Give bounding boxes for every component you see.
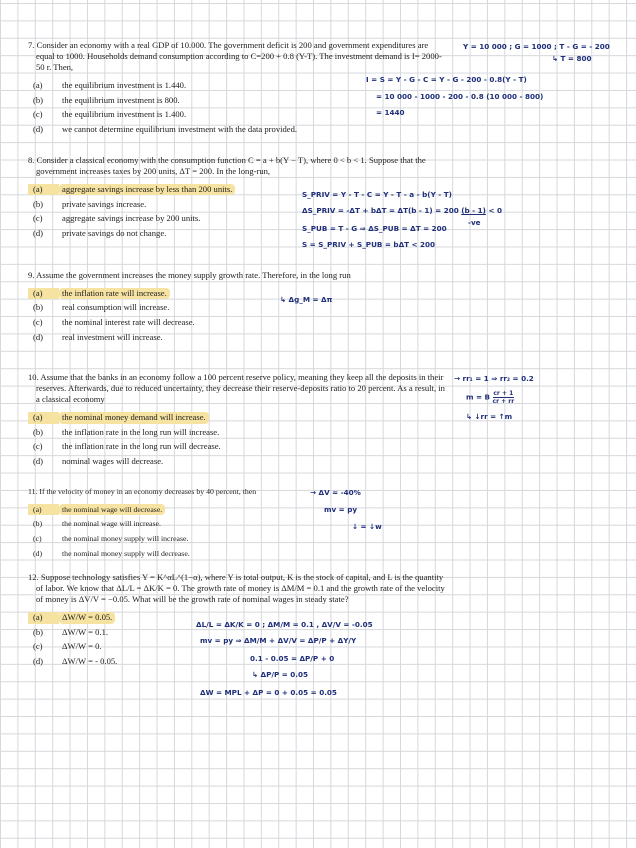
option-text: we cannot determine equilibrium investment with the data provided. (62, 124, 298, 135)
option-label: (a) (28, 184, 59, 195)
option-label: (d) (33, 227, 44, 238)
handwritten-note: ΔL/L = ΔK/K = 0 ; ΔM/M = 0.1 , ΔV/V = -0.05 (196, 620, 373, 629)
fraction-numerator: cr + 1 (493, 390, 514, 397)
option-d (28, 654, 178, 669)
question-11 (28, 486, 448, 561)
option-d (28, 330, 448, 345)
handwritten-note: = 1440 (376, 108, 405, 117)
option-text: the nominal wage will increase. (62, 519, 161, 529)
note-part: < 0 (488, 206, 502, 215)
note-fraction (493, 390, 515, 405)
option-label: (d) (33, 656, 44, 667)
handwritten-note: mv = py ⇒ ΔM/M + ΔV/V = ΔP/P + ΔY/Y (200, 636, 357, 645)
option-label: (b) (33, 519, 43, 529)
option-text: the equilibrium investment is 1.400. (62, 109, 187, 120)
question-stem: 12. Suppose technology satisfies Y = K^αL^(1−α), where Y is total output, K is the stock of capital, and L is the quantity of labor. We know that ΔL/L = ΔK/K = 0. The growth rate of money is ΔM/M = 0.1 and the growth rate of the velocity of money is ΔV/V = −0.05. What will be the growth rate of nominal wages in steady state? (28, 572, 445, 605)
option-text: private savings increase. (62, 198, 147, 209)
option-b (28, 517, 448, 532)
option-text-highlighted: aggregate savings increase by less than 200 units. (59, 184, 235, 195)
option-text-highlighted: the inflation rate will increase. (59, 288, 170, 299)
note-part: m = B (466, 392, 490, 402)
handwritten-note: Y = 10 000 ; G = 1000 ; T - G = - 200 (463, 42, 610, 51)
handwritten-note: ↳ ΔP/P = 0.05 (252, 670, 309, 679)
option-label: (b) (33, 626, 44, 637)
handwritten-note: I = S = Y - G - C = Y - G - 200 - 0.8(Y - T) (366, 75, 527, 84)
option-text: the inflation rate in the long run will decrease. (62, 441, 221, 452)
handwritten-note: ↳ ↓rr = ↑m (466, 412, 513, 421)
question-stem: 11. If the velocity of money in an economy decreases by 40 percent, then (28, 487, 257, 496)
option-text: ΔW/W = - 0.05. (62, 656, 118, 667)
option-text-highlighted: the nominal wage will decrease. (59, 504, 165, 515)
handwritten-note: ↳ Δg_M = Δπ (280, 295, 333, 304)
question-stem: 7. Consider an economy with a real GDP of 10.000. The government deficit is 200 and government expenditures are equal to 1000. Households demand consumption according to C=200 + 0.8 (Y-T). The investment demand is I= 2000-50 r. Then, (28, 40, 442, 73)
option-b (28, 425, 448, 440)
question-stem: 10. Assume that the banks in an economy follow a 100 percent reserve policy, meaning they keep all the deposits in their reserves. Afterwards, due to reduced uncertainty, they decrease their reserve-deposits ratio to 20 percent. As a result, in a classical economy (28, 372, 445, 405)
option-label: (d) (33, 124, 44, 135)
option-text-highlighted: the nominal money demand will increase. (59, 412, 209, 423)
option-text: aggregate savings increase by 200 units. (62, 213, 201, 224)
option-text-highlighted: ΔW/W = 0.05. (59, 612, 115, 623)
option-d (28, 546, 448, 561)
handwritten-note: S_PRIV = Y - T - C = Y - T - a - b(Y - T) (302, 190, 452, 199)
option-d (28, 454, 448, 469)
option-label: (d) (33, 331, 44, 342)
handwritten-note (302, 206, 502, 215)
option-d (28, 122, 448, 137)
option-label: (c) (33, 317, 43, 328)
option-c (28, 531, 448, 546)
option-c (28, 315, 448, 330)
question-9 (28, 270, 448, 345)
option-text: the inflation rate in the long run will increase. (62, 426, 220, 437)
handwritten-note: → ΔV = -40% (310, 488, 361, 497)
option-text: the nominal money supply will increase. (62, 534, 189, 544)
handwritten-note (466, 390, 514, 405)
option-label: (d) (33, 548, 43, 558)
option-c (28, 640, 178, 655)
option-a (28, 286, 448, 301)
option-label: (b) (33, 94, 44, 105)
question-10 (28, 372, 448, 469)
option-text: the equilibrium investment is 1.440. (62, 80, 187, 91)
handwritten-note: ↳ T = 800 (552, 54, 592, 63)
option-label: (c) (33, 213, 43, 224)
question-7 (28, 40, 448, 137)
option-a (28, 502, 448, 517)
option-text: real consumption will increase. (62, 302, 170, 313)
handwritten-note: S = S_PRIV + S_PUB = bΔT < 200 (302, 240, 436, 249)
handwritten-note: S_PUB = T - G ⇒ ΔS_PUB = ΔT = 200 (302, 224, 447, 233)
question-stem: 9. Assume the government increases the money supply growth rate. Therefore, in the long run (28, 270, 351, 280)
option-label: (b) (33, 198, 44, 209)
option-label: (b) (33, 302, 44, 313)
handwritten-note: → rr₁ = 1 ⇒ rr₂ = 0.2 (454, 374, 534, 383)
option-text: private savings do not change. (62, 227, 167, 238)
option-a (28, 411, 448, 426)
option-label: (a) (33, 80, 43, 91)
option-text: ΔW/W = 0.1. (62, 626, 109, 637)
option-label: (b) (33, 426, 44, 437)
option-text: the equilibrium investment is 800. (62, 94, 180, 105)
handwritten-note: = 10 000 - 1000 - 200 - 0.8 (10 000 - 800) (376, 92, 544, 101)
note-part: (b - 1) (461, 206, 486, 215)
option-text: the nominal money supply will decrease. (62, 548, 190, 558)
option-b (28, 301, 448, 316)
option-label: (d) (33, 456, 44, 467)
option-label: (c) (33, 109, 43, 120)
option-label: (c) (33, 534, 42, 544)
option-c (28, 440, 448, 455)
option-text: nominal wages will decrease. (62, 456, 164, 467)
option-text: ΔW/W = 0. (62, 641, 102, 652)
option-label: (c) (33, 441, 43, 452)
handwritten-note: mv = py (324, 505, 358, 514)
option-b (28, 625, 178, 640)
option-label: (a) (28, 612, 59, 623)
fraction-denominator: cr + rr (492, 398, 515, 405)
option-label: (a) (28, 504, 59, 515)
note-part: ΔS_PRIV = -ΔT + bΔT = ΔT(b - 1) = 200 (302, 206, 459, 215)
option-label: (a) (28, 288, 59, 299)
option-label: (c) (33, 641, 43, 652)
handwritten-note: ΔW = MPL + ΔP = 0 + 0.05 = 0.05 (200, 688, 337, 697)
handwritten-note: -ve (468, 218, 481, 227)
option-text: real investment will increase. (62, 331, 163, 342)
handwritten-note: ↓ = ↓w (352, 522, 382, 531)
question-stem: 8. Consider a classical economy with the consumption function C = a + b(Y − T), where 0 < b < 1. Suppose that the government increases taxes by 200 units, ΔT = 200. In the long-run, (28, 155, 426, 177)
option-text: the nominal interest rate will decrease. (62, 317, 195, 328)
option-label: (a) (28, 412, 59, 423)
handwritten-note: 0.1 - 0.05 = ΔP/P + 0 (250, 654, 335, 663)
option-a (28, 611, 178, 626)
